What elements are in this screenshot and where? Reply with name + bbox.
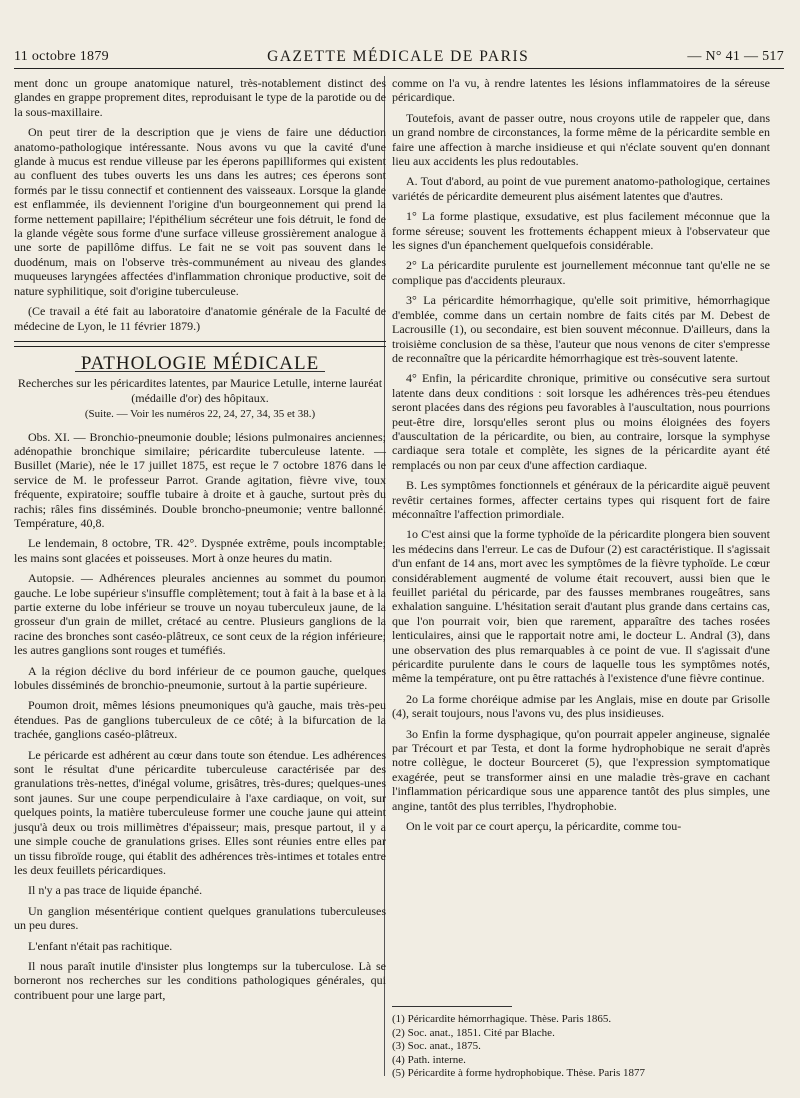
paragraph: B. Les symptômes fonctionnels et généraux de la péricardite aiguë peuvent revêtir certaines formes, affecter certains types qui risquent fort de faire méconnaître l'affection primordiale. [392, 478, 770, 521]
paragraph: (Ce travail a été fait au laboratoire d'anatomie générale de la Faculté de médecine de Lyon, le 11 février 1879.) [14, 304, 386, 333]
footnote: (5) Péricardite à forme hydrophobique. Thèse. Paris 1877 [392, 1067, 646, 1079]
paragraph: Autopsie. — Adhérences pleurales anciennes au sommet du poumon gauche. Le lobe supérieur s'insuffle complètement; tout à fait à la base et à la partie externe du lobe inférieur se trouve un noyau tuberculeux jaune, de la grosseur d'un grain de millet, crétacé au centre. Plusieurs ganglions de la racine des bronches sont caséo-plâtreux, ce sont ceux de la région inférieure; les autres ganglions sont rouges et tuméfiés. [14, 571, 386, 658]
section-title: PATHOLOGIE MÉDICALE [75, 357, 325, 372]
continuation-note: (Suite. — Voir les numéros 22, 24, 27, 34, 35 et 38.) [84, 408, 316, 421]
paragraph: 1o C'est ainsi que la forme typhoïde de la péricardite plongera bien souvent les médecins dans l'erreur. Le cas de Dufour (2) est caractéristique. Il s'agissait d'un enfant de 14 ans, mort avec les symptômes de la fièvre typhoïde. Le cœur considérablement augmenté de volume était recouvert, aussi bien que le feuillet pariétal du péricarde, par des fausses membranes rougeâtres, sans exhalation sanguine. L'hésitation serait d'autant plus grande dans certains cas, que l'on pourrait voir, bien que rarement, apparaître des taches rosées lenticulaires, ainsi que le rapportait notre ami, le docteur L. Andral (3), dans une observation des plus remarquables à ce point de vue. Il s'agissait d'une péricardite purulente dans le cours de laquelle tous les symptômes notés, même la température, ont pu être rattachés à l'existence d'une fièvre continue. [392, 527, 770, 686]
header-date: 11 octobre 1879 [14, 49, 109, 64]
section-rule [14, 346, 386, 347]
article-byline: Recherches sur les péricardites latentes, par Maurice Letulle, interne lauréat (médaille d'or) des hôpitaux. [17, 376, 383, 405]
paragraph: Un ganglion mésentérique contient quelques granulations tuberculeuses un peu dures. [14, 903, 386, 933]
footnote: (4) Path. interne. [392, 1053, 466, 1066]
paragraph: Le péricarde est adhérent au cœur dans toute son étendue. Les adhérences sont le résultat d'une péricardite tuberculeuse caractérisée par des granulations très-nettes, d'inégal volume, grisâtres, très-dures; quelques-unes sont jaunes. Sur une coupe perpendiculaire à l'axe cardiaque, on voit, sur quelques points, la matière tuberculeuse former une couche jaune qui atteint jusqu'à deux ou trois millimètres d'épaisseur; mais, presque partout, il y a une simple couche de granulations grises. Elles sont réunies entre elles par un tissu fibroïde rouge, qui établit des adhérences très-intimes et totales entre les deux feuillets péricardiques. [14, 747, 386, 877]
right-column [392, 76, 770, 840]
footnote: (2) Soc. anat., 1851. Cité par Blache. [392, 1026, 555, 1039]
paragraph: On peut tirer de la description que je viens de faire une déduction anatomo-pathologique intéressante. Nous avons vu que la cavité d'une glande à mucus est rendue villeuse par les éperons papilliformes qui existent au confluent des tubes ouverts les uns dans les autres; ces éperons sont formés par le tissu connectif et contiennent des vaisseaux. Lorsque la glande est enflammée, ils deviennent l'origine d'un bourgeonnement qui prend la forme nettement papillaire; l'épithélium sécréteur une fois détruit, le fond de la glande végète sous forme d'une surface villeuse grossièrement analogue à une sorte de papillôme diffus. Le fait ne se voit pas souvent dans le duodénum, mais on l'observe très-communément au niveau des glandes muqueuses laryngées affectées d'inflammation chronique productive, soit de nature syphilitique, soit d'origine tuberculeuse. [14, 125, 386, 298]
footnote: (3) Soc. anat., 1875. [392, 1040, 481, 1052]
paragraph: Poumon droit, mêmes lésions pneumoniques qu'à gauche, mais très-peu étendues. Pas de ganglions tuberculeux de ce côté; à la bifurcation de la trachée, ganglions caséo-plâtreux. [14, 698, 386, 742]
paragraph: 3° La péricardite hémorrhagique, qu'elle soit primitive, hémorrhagique d'emblée, comme dans un certain nombre de faits cités par M. Debest de Lacrousille (1), ou secondaire, est bien souvent méconnue. D'ailleurs, dans la troisième conclusion de sa thèse, l'auteur que nous venons de citer s'empresse de reconnaître que la péricardite hémorrhagique est très-souvent latente. [392, 293, 770, 365]
paragraph: 4° Enfin, la péricardite chronique, primitive ou consécutive sera surtout latente dans deux conditions : soit lorsque les adhérences très-peu étendues seront placées dans des régions peu favorables à l'auscultation, nous pourrions peut-être dire, lorsqu'elles seront plus ou moins éloignées des foyers d'auscultation de la péricardite, ou bien, au contraire, lorsque la symphyse cardiaque sera totale et complète, les signes de la péricardite ayant été remplacés ou non par ceux d'une affection cardiaque. [392, 371, 770, 472]
paragraph: 3o Enfin la forme dysphagique, qu'on pourrait appeler angineuse, signalée par Trécourt et par Testa, et dont la forme hydrophobique ne serait d'après notre collègue, le docteur Bourceret (5), que l'expression symptomatique exagérée, peut se transformer ainsi en une maladie très-grave en cachant l'inflammation péricardique sous une apparence tantôt des plus simples, une angine, tantôt des plus terribles, l'hydrophobie. [392, 726, 770, 813]
footnote-separator [392, 1006, 512, 1007]
footnotes [392, 1006, 770, 1081]
left-column [14, 76, 386, 1008]
paragraph: On le voit par ce court aperçu, la péricardite, comme tou- [406, 819, 682, 834]
paragraph: 1° La forme plastique, exsudative, est plus facilement méconnue que la forme séreuse; souvent les frottements échappent mieux à l'observateur que les signes d'un épanchement quelquefois considérable. [392, 209, 770, 253]
header-issue: — N° 41 — 517 [687, 49, 784, 64]
footnote: (1) Péricardite hémorrhagique. Thèse. Paris 1865. [392, 1013, 612, 1025]
header-title: GAZETTE MÉDICALE DE PARIS [267, 48, 530, 65]
paragraph: 2o La forme choréique admise par les Anglais, mise en doute par Grisolle (4), serait toujours, nous l'avons vu, des plus insidieuses. [392, 691, 770, 721]
paragraph: comme on l'a vu, à rendre latentes les lésions inflammatoires de la séreuse péricardique. [392, 76, 770, 105]
observation-heading: Obs. XI. — Bronchio-pneumonie double; lésions pulmonaires anciennes; adénopathie bronchique similaire; péricardite tuberculeuse latente. — Busillet (Marie), née le 17 juillet 1875, est reçue le 7 octobre 1876 dans le service de M. le professeur Parrot. Grande agitation, fièvre vive, toux fréquente, expiratoire; souffle tubaire à droite et à gauche, surtout près du rachis; râles fins disséminés. Double broncho-pneumonie; ventre ballonné. Température, 40,8. [14, 429, 386, 530]
paragraph: A. Tout d'abord, au point de vue purement anatomo-pathologique, certaines variétés de péricardite demeurent plus aisément latentes que d'autres. [392, 174, 770, 203]
paragraph: Le lendemain, 8 octobre, TR. 42°. Dyspnée extrême, pouls incomptable; les mains sont glacées et poisseuses. Mort à onze heures du matin. [14, 536, 386, 565]
paragraph: Il n'y a pas trace de liquide épanché. [28, 883, 203, 898]
paragraph: ment donc un groupe anatomique naturel, très-notablement distinct des glandes en grappe proprement dites, reproduisant le type de la parotide ou de la sous-maxillaire. [14, 76, 386, 119]
paragraph: A la région déclive du bord inférieur de ce poumon gauche, quelques lobules disséminés de bronchio-pneumonie, surtout à la partie supérieure. [14, 663, 386, 693]
paragraph: 2° La péricardite purulente est journellement méconnue tant qu'elle ne se complique pas d'accidents pleuraux. [392, 258, 770, 287]
paragraph: Il nous paraît inutile d'insister plus longtemps sur la tuberculose. Là se borneront nos recherches sur les conditions pathologiques générales, qui contribuent pour une large part, [14, 958, 386, 1002]
section-rule [14, 341, 386, 342]
paragraph: Toutefois, avant de passer outre, nous croyons utile de rappeler que, dans un grand nombre de circonstances, la forme même de la péricardite semble en faire une affection à marche insidieuse et qui n'éclate souvent qu'en donnant lieu aux accidents les plus redoutables. [392, 110, 770, 169]
page-header [14, 46, 784, 69]
paragraph: L'enfant n'était pas rachitique. [28, 938, 173, 953]
